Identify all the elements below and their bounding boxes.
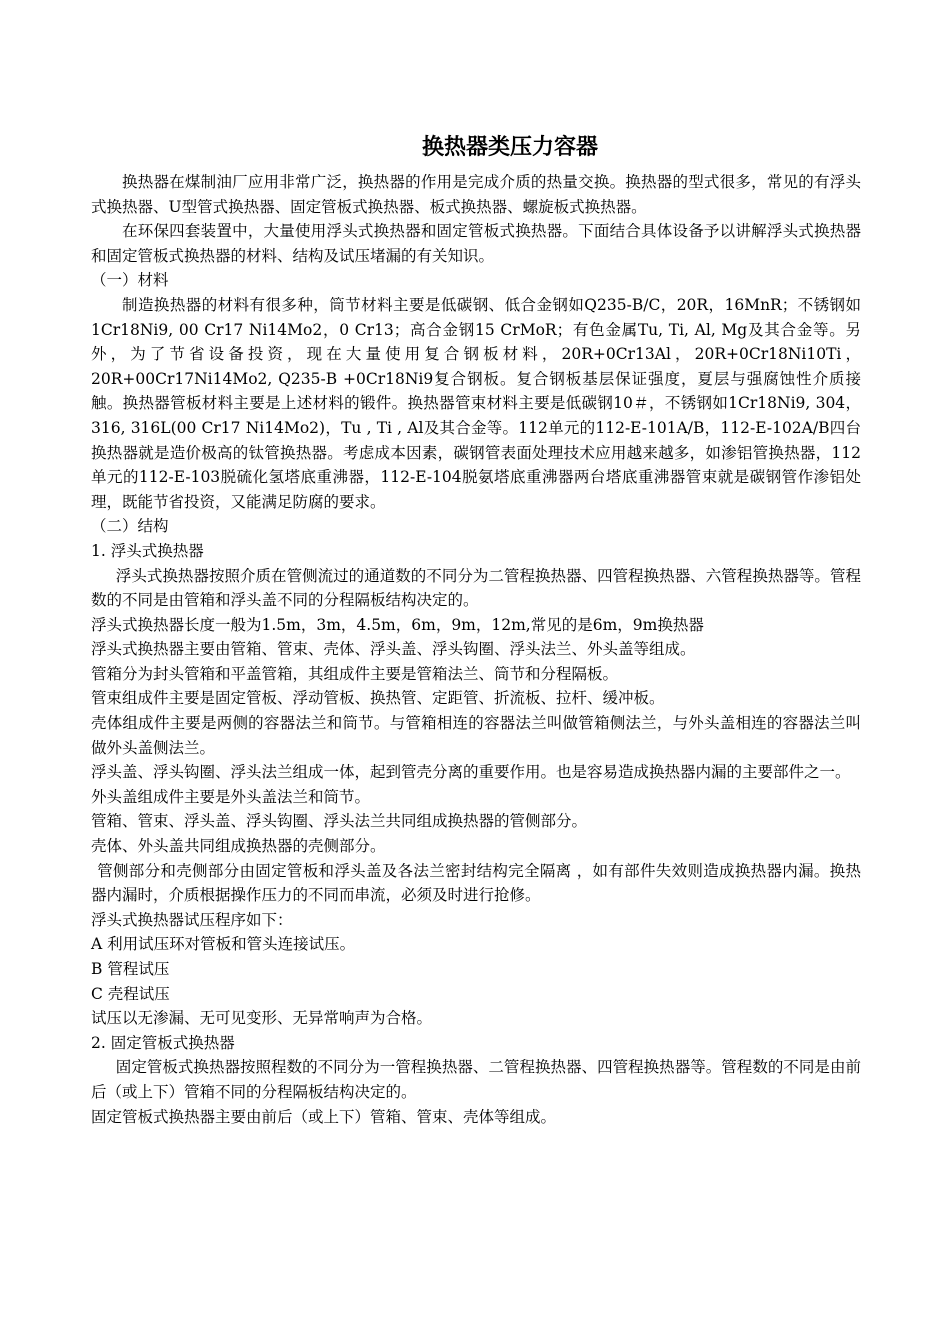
paragraph-test-procedure: 浮头式换热器试压程序如下： [91,910,293,929]
document-page [91,132,861,1129]
paragraph-shell: 壳体组成件主要是两侧的容器法兰和筒节。与管箱相连的容器法兰叫做管箱侧法兰，与外头盖相连的容器法兰叫做外头盖侧法兰。 [91,714,861,757]
paragraph-tube-side: 管箱、管束、浮头盖、浮头钩圈、浮头法兰共同组成换热器的管侧部分。 [91,812,588,831]
paragraph-fixed-tubesheet-components: 固定管板式换热器主要由前后（或上下）管箱、管束、壳体等组成。 [91,1107,557,1126]
paragraph-outer-cover: 外头盖组成件主要是外头盖法兰和筒节。 [91,787,371,806]
list-item-test-b: B 管程试压 [91,960,170,978]
paragraph-fixed-tubesheet-passes: 固定管板式换热器按照程数的不同分为一管程换热器、二管程换热器、四管程换热器等。管程数的不同是由前后（或上下）管箱不同的分程隔板结构决定的。 [91,1058,861,1101]
paragraph-test-criteria: 试压以无渗漏、无可见变形、无异常响声为合格。 [91,1009,433,1028]
paragraph-components: 浮头式换热器主要由管箱、管束、壳体、浮头盖、浮头钩圈、浮头法兰、外头盖等组成。 [91,640,696,659]
list-item-test-a: A 利用试压环对管板和管头连接试压。 [91,935,356,954]
paragraph-intro: 换热器在煤制油厂应用非常广泛，换热器的作用是完成介质的热量交换。换热器的型式很多，常见的有浮头式换热器、U型管式换热器、固定管板式换热器、板式换热器、螺旋板式换热器。 [91,173,861,216]
paragraph-length: 浮头式换热器长度一般为1.5m，3m，4.5m，6m，9m，12m,常见的是6m，9m换热器 [91,615,704,634]
section-heading-structure: （二）结构 [91,517,169,536]
section-heading-materials: （一）材料 [91,271,169,290]
paragraph-materials: 制造换热器的材料有很多种，筒节材料主要是低碳钢、低合金钢如Q235-B/C，20R，16MnR；不锈钢如1Cr18Ni9, 00 Cr17 Ni14Mo2，0 Cr13；高合金钢15 CrMoR；有色金属Tu, Ti, Al, Mg及其合金等。另外，为了节省设备投资，现在大量使用复合钢板材料，20R+0Cr13Al，20R+0Cr18Ni10Ti，20R+00Cr17Ni14Mo2, Q235-B +0Cr18Ni9复合钢板。复合钢板基层保证强度，夏层与强腐蚀性介质接触。换热器管板材料主要是上述材料的锻件。换热器管束材料主要是低碳钢10＃，不锈钢如1Cr18Ni9, 304，316, 316L(00 Cr17 Ni14Mo2)，Tu , Ti , Al及其合金等。112单元的112-E-101A/B，112-E-102A/B四台换热器就是造价极高的钛管换热器。考虑成本因素，碳钢管表面处理技术应用越来越多，如渗铝管换热器，112单元的112-E-103脱硫化氢塔底重沸器，112-E-104脱氨塔底重沸器两台塔底重沸器管束就是碳钢管作渗铝处理，既能节省投资，又能满足防腐的要求。 [91,295,861,511]
paragraph-leakage: 管侧部分和壳侧部分由固定管板和浮头盖及各法兰密封结构完全隔离 ，如有部件失效则造成换热器内漏。换热器内漏时，介质根据操作压力的不同而串流，必须及时进行抢修。 [91,861,861,905]
paragraph-tube-bundle: 管束组成件主要是固定管板、浮动管板、换热管、定距管、折流板、拉杆、缓冲板。 [91,689,665,708]
subsection-heading-fixed-tubesheet: 2. 固定管板式换热器 [91,1033,235,1052]
paragraph-floating-head-passes: 浮头式换热器按照介质在管侧流过的通道数的不同分为二管程换热器、四管程换热器、六管程换热器等。管程数的不同是由管箱和浮头盖不同的分程隔板结构决定的。 [91,566,861,610]
paragraph-overview: 在环保四套装置中，大量使用浮头式换热器和固定管板式换热器。下面结合具体设备予以讲解浮头式换热器和固定管板式换热器的材料、结构及试压堵漏的有关知识。 [91,222,861,265]
paragraph-floating-cover: 浮头盖、浮头钩圈、浮头法兰组成一体，起到管壳分离的重要作用。也是容易造成换热器内漏的主要部件之一。 [91,763,851,782]
list-item-test-c: C 壳程试压 [91,984,170,1003]
subsection-heading-floating-head: 1. 浮头式换热器 [91,541,204,560]
document-title: 换热器类压力容器 [421,134,598,160]
paragraph-channel: 管箱分为封头管箱和平盖管箱，其组成件主要是管箱法兰、筒节和分程隔板。 [91,664,619,683]
paragraph-shell-side: 壳体、外头盖共同组成换热器的壳侧部分。 [91,837,386,856]
